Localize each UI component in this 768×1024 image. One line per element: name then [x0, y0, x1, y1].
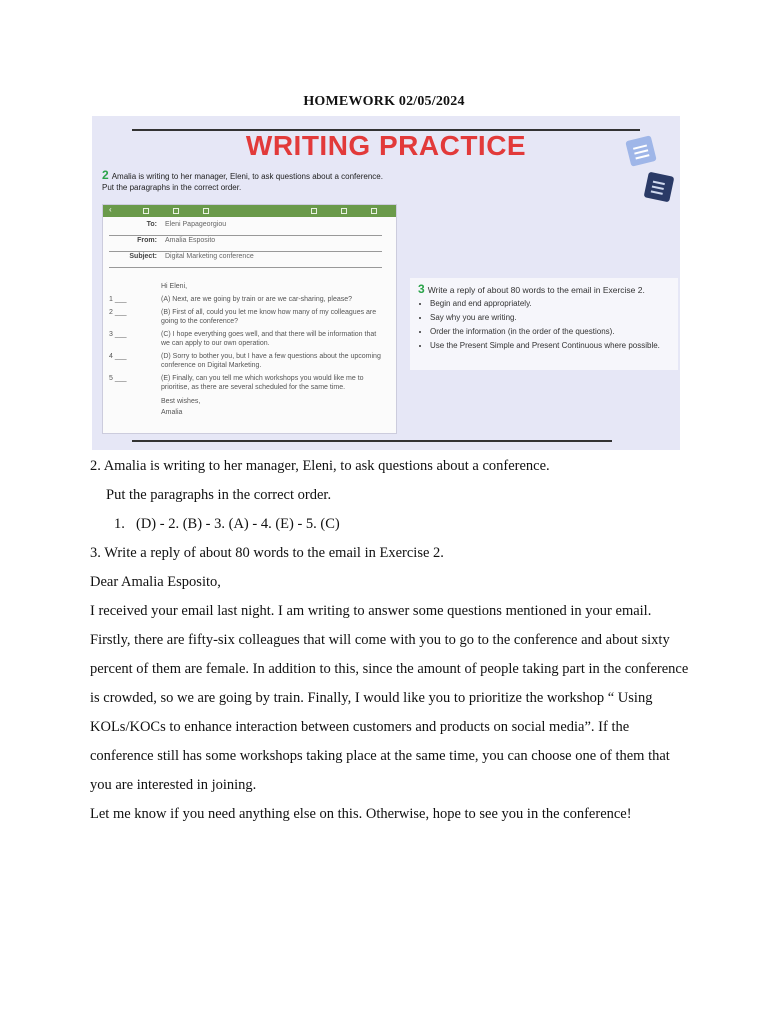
subject-value: Digital Marketing conference — [165, 253, 254, 260]
reply-paragraph-2: Firstly, there are fifty-six colleagues that will come with you to go to the conference and about sixty percent of them are female. In addition to this, since the amount of people taking part in the conference is crowded, so we are going by train. Finally, I would like you to prioritize the workshop “ Using KOLs/KOCs to enhance interaction between customers and products on social media”. If the conference still has some workshops taking place at the same time, you can choose one of them that you are interested in joining. — [90, 632, 689, 793]
exercise-3-instruction: Write a reply of about 80 words to the email in Exercise 2. — [427, 285, 645, 295]
email-from-row — [109, 237, 382, 252]
subject-label: Subject: — [129, 253, 157, 260]
page-title: HOMEWORK 02/05/2024 — [303, 94, 465, 109]
email-greeting: Hi Eleni, — [161, 283, 188, 290]
to-label: To: — [146, 221, 157, 228]
trash-icon — [371, 208, 377, 214]
paragraph-blank: 4 ___ — [109, 353, 127, 360]
email-signoff: Best wishes, — [161, 398, 201, 405]
paragraph-blank: 5 ___ — [109, 375, 127, 382]
document-body — [90, 452, 690, 829]
answer-line — [90, 510, 690, 539]
paragraph-text: (D) Sorry to bother you, but I have a few questions about the upcoming conference on Digital Marketing. — [161, 353, 381, 369]
question-3: 3. Write a reply of about 80 words to the email in Exercise 2. — [90, 545, 444, 561]
figure-bottom-rule — [132, 440, 612, 442]
email-card — [102, 204, 397, 434]
exercise-3-card — [410, 278, 678, 370]
question-2-line1: 2. Amalia is writing to her manager, Eleni, to ask questions about a conference. — [90, 458, 550, 474]
edit-icon — [173, 208, 179, 214]
exercise-2-number: 2 — [102, 168, 109, 182]
answer-number: 1. — [114, 516, 125, 532]
email-paragraph — [109, 374, 386, 392]
email-paragraph — [109, 308, 386, 326]
to-value: Eleni Papageorgiou — [165, 221, 227, 228]
paragraph-text: (C) I hope everything goes well, and that there will be information that we can apply to our own operation. — [161, 331, 377, 347]
back-arrow-icon: ‹ — [109, 205, 112, 214]
paragraph-blank: 1 ___ — [109, 296, 127, 303]
email-paragraph — [109, 352, 386, 370]
bullet-item: • Begin and end appropriately. — [430, 299, 678, 309]
paragraph-blank: 2 ___ — [109, 309, 127, 316]
paragraph-text: (B) First of all, could you let me know how many of my colleagues are going to the conference? — [161, 309, 377, 325]
paragraph-blank: 3 ___ — [109, 331, 127, 338]
reply-paragraph-3: Let me know if you need anything else on this. Otherwise, hope to see you in the conference! — [90, 806, 632, 822]
email-signature: Amalia — [161, 409, 183, 416]
salutation: Dear Amalia Esposito, — [90, 574, 221, 590]
email-toolbar — [103, 205, 396, 217]
reply-paragraph-1: I received your email last night. I am writing to answer some questions mentioned in your email. — [90, 603, 652, 619]
notepad-icon — [644, 172, 675, 203]
attach-icon — [203, 208, 209, 214]
exercise-3-title — [418, 282, 672, 296]
from-label: From: — [137, 237, 157, 244]
email-paragraph — [109, 330, 386, 348]
question-2-line2: Put the paragraphs in the correct order. — [106, 487, 332, 503]
email-subject-row — [109, 253, 382, 268]
exercise-2-instruction-line2: Put the paragraphs in the correct order. — [102, 183, 242, 192]
figure-heading: WRITING PRACTICE — [245, 130, 527, 161]
email-to-row — [109, 221, 382, 236]
from-value: Amalia Esposito — [165, 237, 216, 244]
mail-icon — [143, 208, 149, 214]
exercise-2-instruction-line1: Amalia is writing to her manager, Eleni, to ask questions about a conference. — [111, 172, 383, 181]
file-icon — [311, 208, 317, 214]
exercise-3-bullets — [410, 299, 678, 351]
exercise-2-instructions — [102, 170, 402, 193]
paragraph-text: (A) Next, are we going by train or are we car-sharing, please? — [161, 296, 353, 303]
writing-practice-figure — [92, 116, 680, 450]
answer-text: (D) - 2. (B) - 3. (A) - 4. (E) - 5. (C) — [136, 516, 340, 532]
exercise-3-number: 3 — [418, 282, 425, 296]
bullet-item: • Say why you are writing. — [430, 313, 678, 323]
email-paragraph — [109, 295, 386, 304]
email-body — [109, 283, 386, 418]
paragraph-text: (E) Finally, can you tell me which workshops you would like me to prioritise, as there are several scheduled for the same time. — [161, 375, 364, 391]
gear-icon — [341, 208, 347, 214]
bullet-item: • Use the Present Simple and Present Continuous where possible. — [430, 341, 678, 351]
bullet-item: • Order the information (in the order of the questions). — [430, 327, 678, 337]
